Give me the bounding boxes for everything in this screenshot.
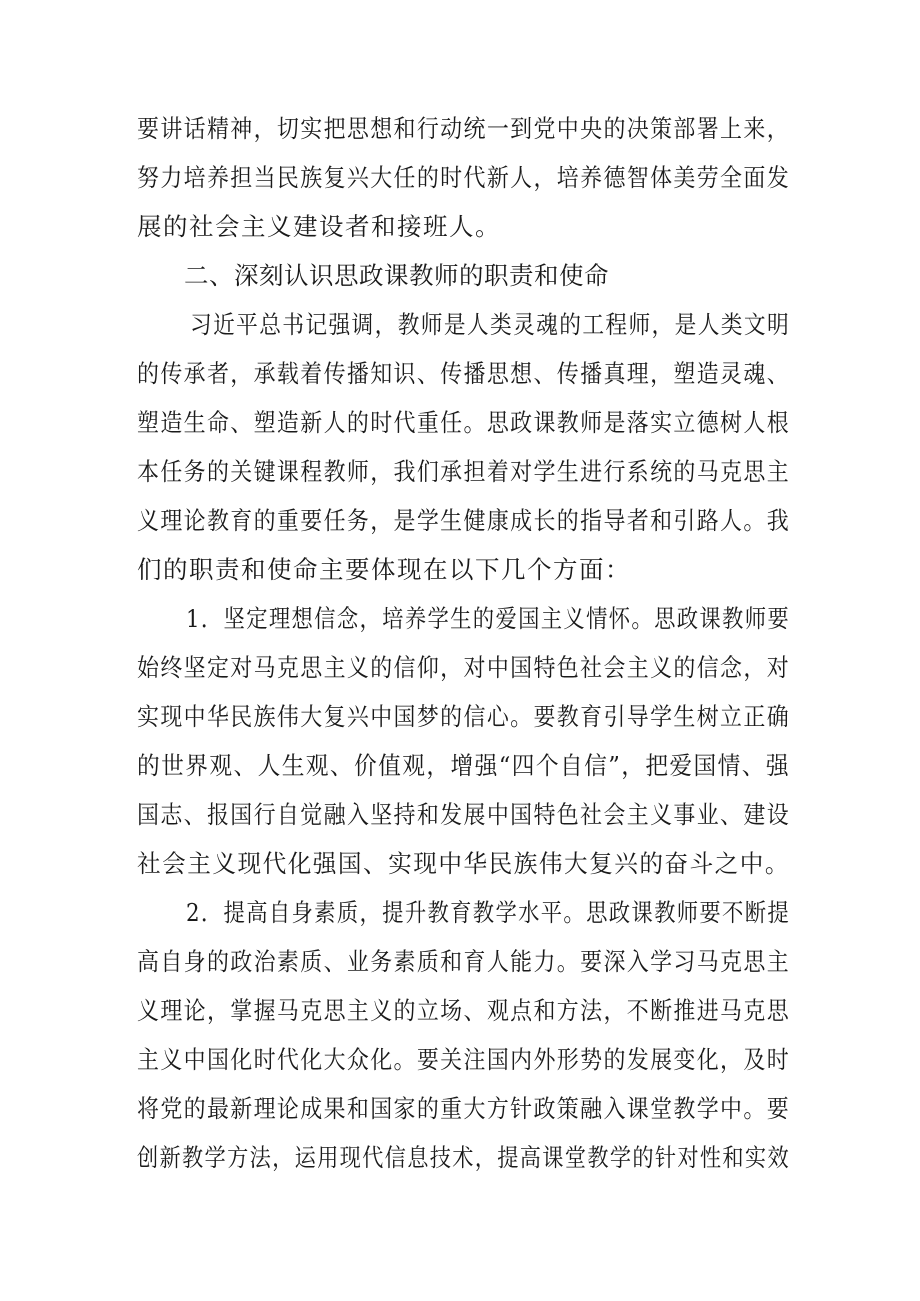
text-line: 创新教学方法，运用现代信息技术，提高课堂教学的针对性和实效 (137, 1143, 790, 1172)
text-line: 国志、报国行自觉融入坚持和发展中国特色社会主义事业、建设 (137, 800, 791, 829)
text-line: 本任务的关键课程教师，我们承担着对学生进行系统的马克思主 (137, 457, 791, 486)
section-heading: 二、深刻认识思政课教师的职责和使命 (184, 261, 609, 290)
text-line: 要讲话精神，切实把思想和行动统一到党中央的决策部署上来， (137, 114, 791, 143)
text-line: 实现中华民族伟大复兴中国梦的信心。要教育引导学生树立正确 (137, 702, 791, 731)
text-line: 始终坚定对马克思主义的信仰，对中国特色社会主义的信念，对 (137, 653, 791, 682)
text-line: 将党的最新理论成果和国家的重大方针政策融入课堂教学中。要 (137, 1094, 791, 1123)
text-line: 的传承者，承载着传播知识、传播思想、传播真理，塑造灵魂、 (137, 359, 791, 388)
text-line: 义理论教育的重要任务，是学生健康成长的指导者和引路人。我 (137, 506, 791, 535)
text-line: 2．提高自身素质，提升教育教学水平。思政课教师要不断提 (186, 898, 791, 927)
text-line: 社会主义现代化强国、实现中华民族伟大复兴的奋斗之中。 (137, 849, 791, 878)
text-line: 1．坚定理想信念，培养学生的爱国主义情怀。思政课教师要 (186, 604, 791, 633)
text-line: 的世界观、人生观、价值观，增强“四个自信”，把爱国情、强 (137, 751, 791, 780)
text-line: 主义中国化时代化大众化。要关注国内外形势的发展变化，及时 (137, 1045, 791, 1074)
text-line: 们的职责和使命主要体现在以下几个方面： (137, 555, 631, 584)
text-line: 努力培养担当民族复兴大任的时代新人，培养德智体美劳全面发 (137, 163, 791, 192)
text-line: 习近平总书记强调，教师是人类灵魂的工程师，是人类文明 (190, 310, 791, 339)
text-line: 展的社会主义建设者和接班人。 (137, 212, 501, 241)
text-line: 高自身的政治素质、业务素质和育人能力。要深入学习马克思主 (137, 947, 791, 976)
text-line: 义理论，掌握马克思主义的立场、观点和方法，不断推进马克思 (137, 996, 791, 1025)
text-line: 塑造生命、塑造新人的时代重任。思政课教师是落实立德树人根 (137, 408, 791, 437)
